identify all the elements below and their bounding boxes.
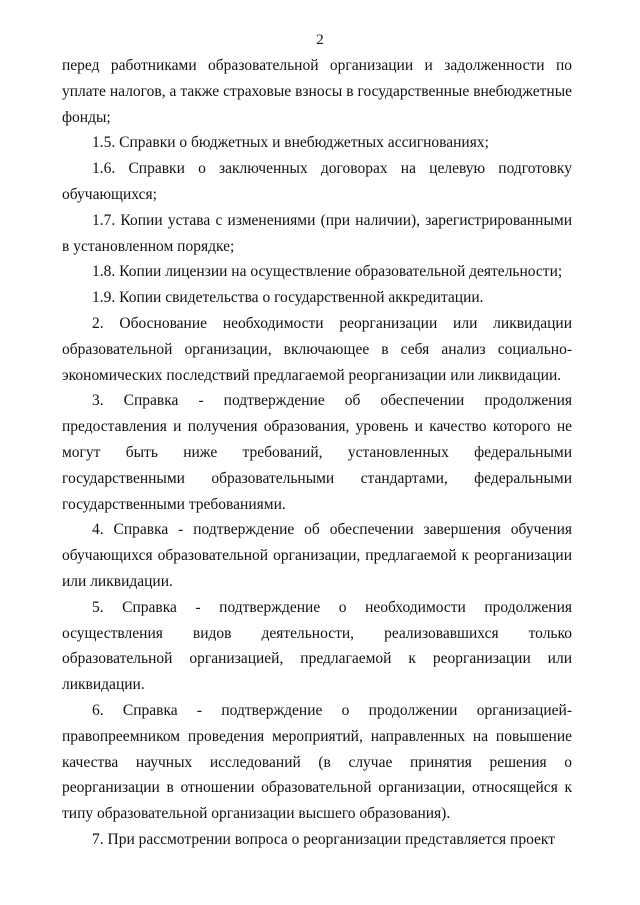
paragraph-1-5: 1.5. Справки о бюджетных и внебюджетных ассигнованиях;: [92, 134, 489, 152]
paragraph-1-7: 1.7. Копии устава с изменениями (при наличии), зарегистрированными в установленном порядке;: [62, 211, 572, 255]
document-body: [62, 53, 572, 853]
paragraph-1-9: 1.9. Копии свидетельства о государственной аккредитации.: [92, 289, 484, 307]
paragraph-continuation: перед работниками образовательной организации и задолженности по уплате налогов, а также страховые взносы в государственные внебюджетные фонды;: [62, 57, 572, 126]
paragraph-6: 6. Справка - подтверждение о продолжении организацией-правопреемником проведения мероприятий, направленных на повышение качества научных исследований (в случае принятия решения о реорганизации в отношении образовательной организации, относящейся к типу образовательной организации высшего образования).: [62, 701, 572, 823]
paragraph-2: 2. Обоснование необходимости реорганизации или ликвидации образовательной организации, включающее в себя анализ социально-экономических последствий предлагаемой реорганизации или ликвидации.: [62, 314, 572, 384]
paragraph-1-8: 1.8. Копии лицензии на осуществление образовательной деятельности;: [92, 263, 563, 281]
paragraph-5: 5. Справка - подтверждение о необходимости продолжения осуществления видов деятельности, реализовавшихся только образовательной организацией, предлагаемой к реорганизации или ликвидации.: [62, 598, 572, 694]
page-number: 2: [316, 32, 324, 48]
paragraph-7: 7. При рассмотрении вопроса о реорганизации представляется проект: [92, 830, 556, 848]
paragraph-3: 3. Справка - подтверждение об обеспечении продолжения предоставления и получения образования, уровень и качество которого не могут быть ниже требований, установленных федеральными государственными образовательными стандартами, федеральными государственными требованиями.: [62, 392, 572, 513]
paragraph-4: 4. Справка - подтверждение об обеспечении завершения обучения обучающихся образовательной организации, предлагаемой к реорганизации или ликвидации.: [62, 521, 572, 590]
paragraph-1-6: 1.6. Справки о заключенных договорах на целевую подготовку обучающихся;: [62, 160, 572, 203]
